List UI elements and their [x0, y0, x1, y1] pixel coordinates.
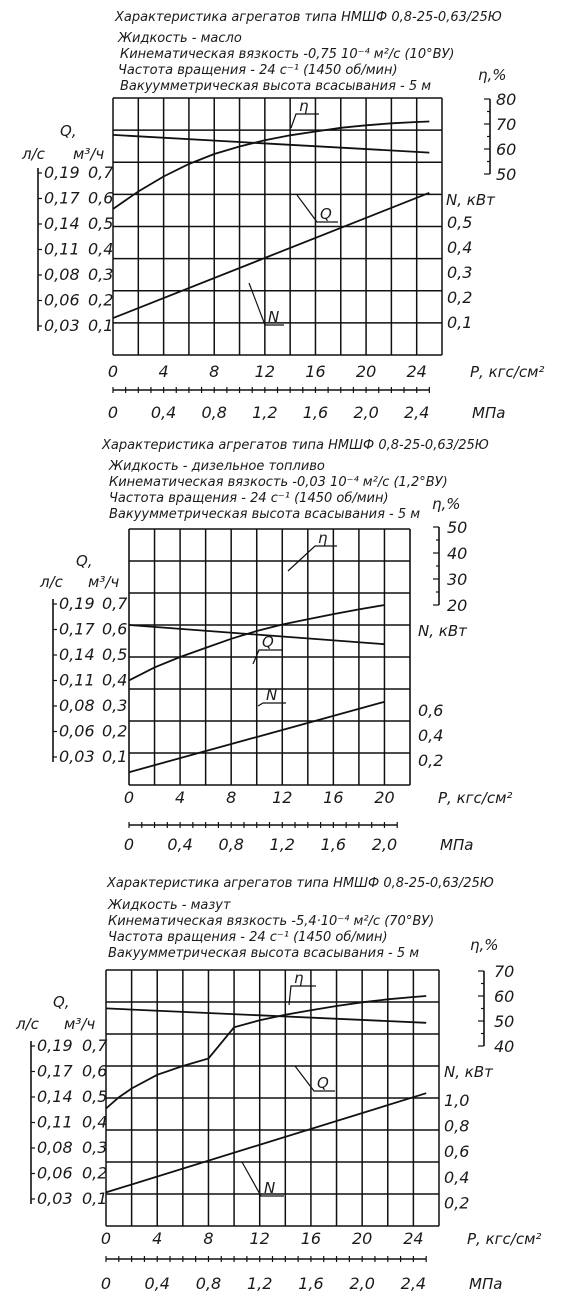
chart-oil [21, 10, 544, 422]
q-unit-m3h: м³/ч [64, 1015, 96, 1033]
q-m3h-tick: 0,2 [88, 290, 114, 310]
x-tick-label: 16 [300, 1229, 322, 1248]
x-tick-label: 0 [123, 788, 135, 807]
curve-leader [295, 1066, 335, 1091]
info-line: Кинематическая вязкость -5,4·10⁻⁴ м²/с (70°ВУ) [108, 914, 435, 929]
n-tick-label: 0,4 [444, 1167, 470, 1187]
eta-axis-label: η,% [470, 936, 499, 954]
eta-tick-label: 60 [494, 987, 515, 1006]
x-tick-label: 12 [272, 788, 293, 807]
q-ls-tick: 0,08 [59, 696, 95, 715]
curve-leader [297, 195, 338, 222]
mpa-tick-label: 0 [107, 403, 119, 422]
q-ls-tick: 0,11 [37, 1112, 73, 1132]
curve-label-eta: η [318, 529, 328, 547]
eta-curve [106, 996, 426, 1109]
q-m3h-tick: 0,5 [82, 1087, 108, 1106]
curve-leader [242, 1162, 284, 1196]
eta-tick-label: 50 [496, 165, 517, 184]
info-line: Жидкость - мазут [108, 898, 231, 913]
plot-grid [129, 529, 410, 785]
mpa-tick-label: 2,4 [400, 1274, 427, 1293]
q-m3h-tick: 0,2 [102, 721, 128, 741]
info-line: Вакуумметрическая высота всасывания - 5 м [108, 946, 420, 961]
q-ls-tick: 0,14 [37, 1087, 73, 1106]
q-m3h-tick: 0,2 [82, 1163, 108, 1183]
x-tick-label: 12 [254, 362, 276, 381]
q-m3h-tick: 0,6 [88, 188, 114, 208]
q-axis-label: Q, [53, 993, 70, 1011]
n-tick-label: 0,6 [444, 1142, 470, 1162]
n-tick-label: 0,4 [447, 238, 473, 257]
mpa-tick-label: 0 [100, 1274, 112, 1293]
q-m3h-tick: 0,3 [102, 696, 128, 715]
mpa-tick-label: 0,8 [218, 835, 244, 854]
x-tick-label: 4 [158, 362, 169, 381]
eta-axis-label: η,% [432, 495, 461, 513]
mpa-tick-label: 1,6 [320, 835, 347, 854]
mpa-tick-label: 2,0 [349, 1274, 375, 1293]
n-curve [113, 193, 429, 318]
x-axis-label: Р, кгс/см² [470, 363, 545, 381]
x-tick-label: 8 [203, 1229, 214, 1248]
q-curve [113, 135, 429, 153]
curve-label-n: N [264, 1179, 276, 1197]
x-tick-label: 0 [100, 1229, 112, 1248]
mpa-tick-label: 1,6 [298, 1274, 324, 1293]
curve-leader [288, 546, 337, 571]
q-unit-ls: л/с [16, 1015, 39, 1033]
curve-label-q: Q [317, 1074, 329, 1092]
n-tick-label: 0,3 [447, 263, 473, 282]
q-ls-tick: 0,03 [37, 1189, 73, 1208]
x-tick-label: 24 [406, 362, 427, 381]
info-line: Частота вращения - 24 с⁻¹ (1450 об/мин) [108, 930, 388, 945]
info-line: Кинематическая вязкость -0,75 10⁻⁴ м²/с (10°ВУ) [120, 47, 455, 62]
x-tick-label: 0 [107, 362, 119, 381]
q-m3h-tick: 0,6 [82, 1061, 108, 1081]
x-tick-label: 4 [174, 788, 186, 807]
curve-label-q: Q [320, 205, 332, 223]
q-ls-tick: 0,19 [44, 163, 80, 182]
x-tick-label: 20 [351, 1229, 373, 1248]
n-axis-label: N, кВт [418, 622, 467, 640]
mpa-tick-label: 0,8 [201, 403, 227, 422]
q-ls-tick: 0,14 [59, 645, 95, 664]
q-ls-tick: 0,11 [44, 239, 80, 259]
q-unit-m3h: м³/ч [73, 145, 105, 163]
q-m3h-tick: 0,5 [88, 214, 114, 233]
q-ls-tick: 0,11 [59, 670, 95, 690]
x-tick-label: 16 [323, 788, 344, 807]
n-tick-label: 0,2 [444, 1193, 470, 1213]
q-m3h-tick: 0,1 [102, 747, 128, 766]
n-tick-label: 0,5 [447, 213, 473, 232]
n-tick-label: 0,4 [418, 726, 444, 745]
mpa-tick-label: 0,8 [195, 1274, 222, 1293]
x-tick-label: 12 [249, 1229, 270, 1248]
x-tick-label: 20 [355, 362, 377, 381]
q-ls-tick: 0,06 [44, 290, 80, 310]
curve-label-eta: η [299, 97, 309, 115]
n-curve [106, 1093, 426, 1192]
eta-tick-label: 30 [447, 570, 468, 589]
x-tick-label: 4 [152, 1229, 163, 1248]
q-ls-tick: 0,17 [37, 1061, 73, 1081]
eta-tick-label: 60 [496, 140, 517, 159]
mpa-tick-label: 1,6 [302, 403, 329, 422]
q-ls-tick: 0,14 [44, 214, 80, 233]
eta-tick-label: 50 [447, 518, 468, 537]
mpa-tick-label: 1,2 [252, 403, 278, 422]
info-line: Вакуумметрическая высота всасывания - 5 м [109, 507, 421, 522]
q-ls-tick: 0,17 [59, 619, 95, 639]
chart-title: Характеристика агрегатов типа НМШФ 0,8-25-0,63/25Ю [115, 10, 502, 25]
q-m3h-tick: 0,1 [88, 316, 114, 335]
q-curve [106, 1008, 426, 1022]
eta-tick-label: 50 [494, 1012, 515, 1031]
x-tick-label: 20 [374, 788, 395, 807]
x-tick-label: 8 [209, 362, 220, 381]
x-tick-label: 8 [226, 788, 237, 807]
q-m3h-tick: 0,3 [88, 265, 114, 284]
chart-title: Характеристика агрегатов типа НМШФ 0,8-25-0,63/25Ю [102, 438, 489, 453]
curve-label-n: N [268, 308, 280, 326]
info-line: Кинематическая вязкость -0,03 10⁻⁴ м²/с (1,2°ВУ) [109, 475, 448, 490]
info-line: Вакуумметрическая высота всасывания - 5 м [120, 79, 432, 94]
q-ls-tick: 0,06 [37, 1163, 73, 1183]
q-unit-m3h: м³/ч [88, 573, 120, 591]
curve-label-eta: η [294, 969, 304, 987]
q-ls-tick: 0,17 [44, 188, 80, 208]
q-axis-label: Q, [60, 122, 77, 140]
q-m3h-tick: 0,6 [102, 619, 128, 639]
eta-tick-label: 40 [447, 544, 468, 563]
x-axis-label: Р, кгс/см² [438, 789, 513, 807]
info-line: Частота вращения - 24 с⁻¹ (1450 об/мин) [109, 491, 389, 506]
n-tick-label: 0,1 [447, 313, 473, 332]
eta-curve [113, 122, 429, 210]
q-ls-tick: 0,06 [59, 721, 95, 741]
mpa-tick-label: 0,4 [150, 403, 177, 422]
mpa-tick-label: 1,2 [269, 835, 295, 854]
eta-tick-label: 20 [447, 596, 468, 615]
eta-axis-label: η,% [478, 66, 507, 84]
eta-tick-label: 70 [494, 962, 515, 981]
q-ls-tick: 0,08 [37, 1138, 73, 1157]
q-m3h-tick: 0,7 [82, 1036, 108, 1055]
n-tick-label: 0,6 [418, 701, 444, 720]
mpa-axis-label: МПа [469, 1275, 503, 1293]
n-tick-label: 0,2 [418, 751, 444, 770]
mpa-tick-label: 0,4 [144, 1274, 170, 1293]
q-ls-tick: 0,03 [59, 747, 95, 766]
n-tick-label: 0,8 [444, 1116, 470, 1136]
q-ls-tick: 0,19 [59, 594, 95, 613]
n-axis-label: N, кВт [446, 191, 495, 209]
chart-fuel-oil [15, 876, 541, 1293]
q-m3h-tick: 0,7 [102, 594, 128, 613]
curve-label-n: N [266, 686, 278, 704]
q-m3h-tick: 0,1 [82, 1189, 108, 1208]
eta-tick-label: 80 [496, 90, 517, 109]
n-axis-label: N, кВт [444, 1063, 493, 1081]
q-m3h-tick: 0,5 [102, 645, 128, 664]
q-ls-tick: 0,19 [37, 1036, 73, 1055]
q-axis-label: Q, [76, 552, 93, 570]
eta-tick-label: 40 [494, 1037, 515, 1056]
n-tick-label: 1,0 [444, 1091, 470, 1110]
n-tick-label: 0,2 [447, 288, 473, 307]
x-tick-label: 24 [403, 1229, 424, 1248]
chart-diesel [39, 438, 512, 854]
mpa-tick-label: 2,4 [403, 403, 430, 422]
curve-label-q: Q [262, 633, 274, 651]
info-line: Жидкость - дизельное топливо [109, 459, 325, 474]
q-m3h-tick: 0,4 [82, 1112, 108, 1132]
q-m3h-tick: 0,7 [88, 163, 114, 182]
eta-tick-label: 70 [496, 115, 517, 134]
mpa-tick-label: 2,0 [353, 403, 379, 422]
mpa-axis-label: МПа [472, 404, 506, 422]
q-unit-ls: л/с [40, 573, 63, 591]
q-m3h-tick: 0,4 [88, 239, 114, 259]
mpa-axis-label: МПа [440, 836, 474, 854]
info-line: Частота вращения - 24 с⁻¹ (1450 об/мин) [118, 63, 398, 78]
mpa-tick-label: 1,2 [246, 1274, 273, 1293]
mpa-tick-label: 0,4 [167, 835, 193, 854]
q-m3h-tick: 0,4 [102, 670, 128, 690]
x-axis-label: Р, кгс/см² [467, 1230, 542, 1248]
q-unit-ls: л/с [22, 145, 45, 163]
q-ls-tick: 0,08 [44, 265, 80, 284]
chart-title: Характеристика агрегатов типа НМШФ 0,8-25-0,63/25Ю [107, 876, 494, 891]
mpa-tick-label: 0 [123, 835, 135, 854]
info-line: Жидкость - масло [118, 31, 242, 46]
x-tick-label: 16 [305, 362, 326, 381]
q-m3h-tick: 0,3 [82, 1138, 108, 1157]
q-ls-tick: 0,03 [44, 316, 80, 335]
mpa-tick-label: 2,0 [371, 835, 398, 854]
